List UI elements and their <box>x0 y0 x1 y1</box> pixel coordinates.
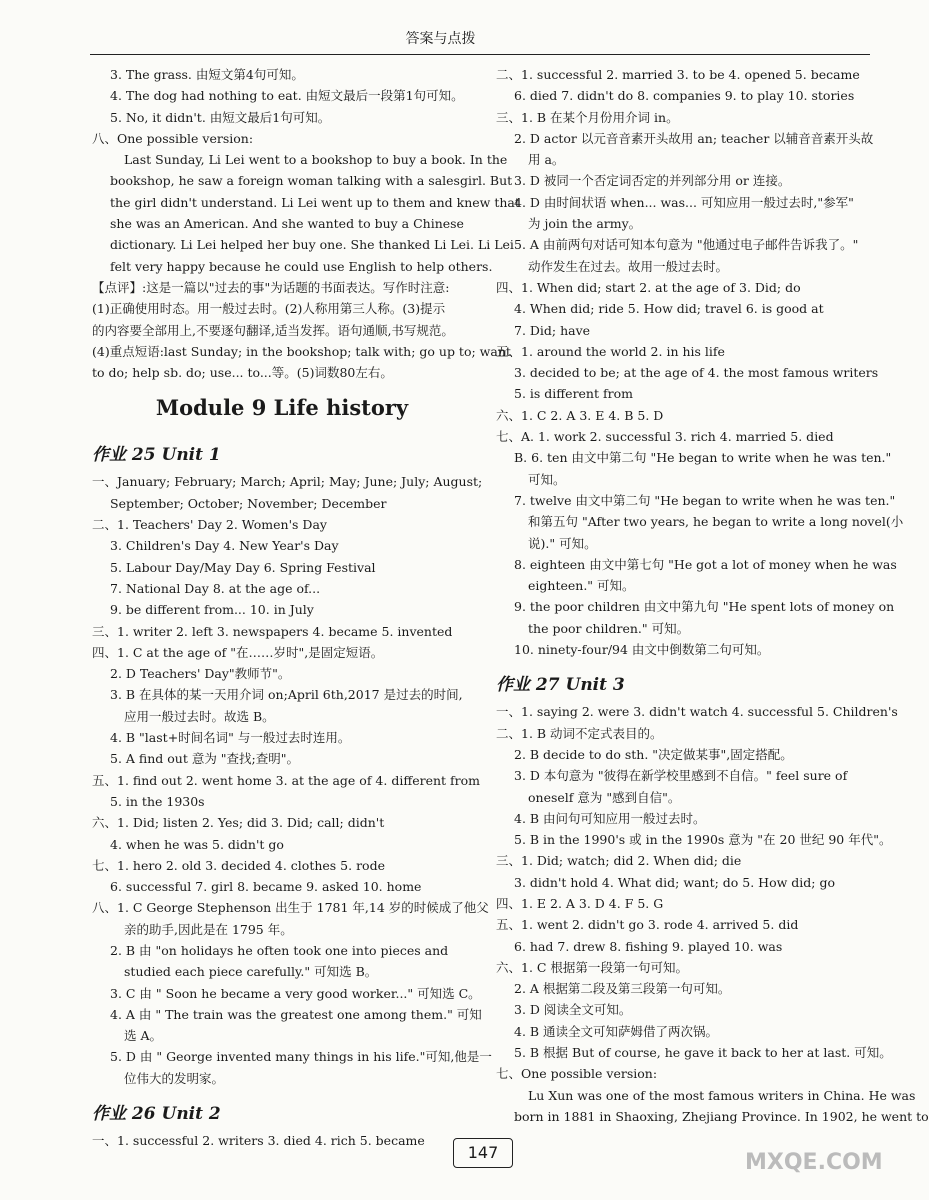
answer-line: 10. ninety-four/94 由文中倒数第二句可知。 <box>514 642 770 658</box>
essay-line: she was an American. And she wanted to buy a Chinese <box>110 216 464 232</box>
answer-line: 2. B decide to do sth. "决定做某事",固定搭配。 <box>514 746 793 762</box>
essay-line: born in 1881 in Shaoxing, Zhejiang Province. In 1902, he went to <box>514 1108 929 1124</box>
answer-line: 二、1. successful 2. married 3. to be 4. opened 5. became <box>496 67 860 82</box>
essay-line: Last Sunday, Li Lei went to a bookshop to buy a book. In the <box>124 152 508 168</box>
answer-line: September; October; November; December <box>110 495 387 511</box>
answer-line: 5. Labour Day/May Day 6. Spring Festival <box>110 559 376 575</box>
answer-line: 五、1. went 2. didn't go 3. rode 4. arrived 5. did <box>496 917 799 933</box>
answer-line: 七、1. hero 2. old 3. decided 4. clothes 5. rode <box>92 857 385 873</box>
comment-line: (1)正确使用时态。用一般过去时。(2)人称用第三人称。(3)提示 <box>92 301 446 317</box>
answer-line: 亲的助手,因此是在 1795 年。 <box>124 921 293 937</box>
answer-line: eighteen." 可知。 <box>528 578 635 594</box>
answer-line: 四、1. C at the age of "在……岁时",是固定短语。 <box>92 644 384 660</box>
answer-line: 动作发生在过去。故用一般过去时。 <box>528 258 729 274</box>
answer-line: 一、1. successful 2. writers 3. died 4. rich 5. became <box>92 1133 425 1149</box>
comment-line: (4)重点短语:last Sunday; in the bookshop; talk with; go up to; want <box>92 343 511 359</box>
answer-line: 3. D 本句意为 "彼得在新学校里感到不自信。" feel sure of <box>514 768 848 784</box>
answer-line: 八、One possible version: <box>92 130 254 146</box>
answer-line: 四、1. When did; start 2. at the age of 3. Did; do <box>496 279 801 295</box>
answer-line: 2. B 由 "on holidays he often took one into pieces and <box>110 942 449 958</box>
answer-line: 八、1. C George Stephenson 出生于 1781 年,14 岁的时候成了他父 <box>92 900 489 916</box>
answer-line: 三、1. writer 2. left 3. newspapers 4. became 5. invented <box>92 623 453 639</box>
answer-line: 5. A 由前两句对话可知本句意为 "他通过电子邮件告诉我了。" <box>514 237 859 253</box>
answer-line: 和第五句 "After two years, he began to write a long novel(小 <box>528 514 904 530</box>
essay-line: Lu Xun was one of the most famous writers in China. He was <box>528 1087 916 1103</box>
answer-line: 七、One possible version: <box>496 1066 658 1082</box>
answer-line: 说)." 可知。 <box>528 535 597 551</box>
answer-line: 2. D Teachers' Day"教师节"。 <box>110 666 291 682</box>
answer-line: 一、1. saying 2. were 3. didn't watch 4. successful 5. Children's <box>496 704 898 720</box>
answer-line: 5. B in the 1990's 或 in the 1990s 意为 "在 20 世纪 90 年代"。 <box>514 832 892 848</box>
header-rule <box>90 54 870 55</box>
answer-line: 位伟大的发明家。 <box>124 1070 225 1086</box>
answer-line: 可知。 <box>528 471 566 487</box>
answer-line: the poor children." 可知。 <box>528 620 690 636</box>
answer-line: 应用一般过去时。故选 B。 <box>124 708 275 724</box>
answer-line: 3. D 被同一个否定词否定的并列部分用 or 连接。 <box>514 173 791 189</box>
right-column <box>496 64 929 1127</box>
homework-heading: 作业 25 Unit 1 <box>92 445 221 466</box>
answer-line: 5. is different from <box>514 386 633 402</box>
watermark: MXQE.COM <box>745 1150 883 1175</box>
answer-line: 六、1. C 根据第一段第一句可知。 <box>496 959 688 975</box>
page-number: 147 <box>453 1138 513 1168</box>
answer-line: 5. No, it didn't. 由短文最后1句可知。 <box>110 109 331 125</box>
answer-line: 5. A find out 意为 "查找;查明"。 <box>110 751 300 767</box>
answer-line: 2. A 根据第二段及第三段第一句可知。 <box>514 981 731 997</box>
answer-line: 五、1. around the world 2. in his life <box>496 343 725 359</box>
answer-line: 6. died 7. didn't do 8. companies 9. to play 10. stories <box>514 88 855 104</box>
answer-line: 3. C 由 " Soon he became a very good worker..." 可知选 C。 <box>110 985 481 1001</box>
answer-line: 4. The dog had nothing to eat. 由短文最后一段第1句可知。 <box>110 88 464 104</box>
answer-line: 2. D actor 以元音音素开头故用 an; teacher 以辅音音素开头故 <box>514 130 874 146</box>
answer-line: studied each piece carefully." 可知选 B。 <box>124 964 378 980</box>
answer-line: 为 join the army。 <box>528 216 642 232</box>
answer-line: 一、January; February; March; April; May; June; July; August; <box>92 474 483 490</box>
answer-line: 六、1. Did; listen 2. Yes; did 3. Did; call; didn't <box>92 815 385 831</box>
homework-heading: 作业 27 Unit 3 <box>496 675 625 696</box>
answer-line: 6. had 7. drew 8. fishing 9. played 10. was <box>514 938 783 954</box>
answer-line: 5. in the 1930s <box>110 793 205 809</box>
answer-line: oneself 意为 "感到自信"。 <box>528 789 681 805</box>
answer-line: 4. A 由 " The train was the greatest one among them." 可知 <box>110 1006 482 1022</box>
left-column <box>92 64 520 1151</box>
answer-line: 三、1. Did; watch; did 2. When did; die <box>496 853 742 869</box>
answer-line: 六、1. C 2. A 3. E 4. B 5. D <box>496 407 664 423</box>
answer-line: 4. D 由时间状语 when... was... 可知应用一般过去时,"参军" <box>514 194 854 210</box>
answer-line: 二、1. B 动词不定式表目的。 <box>496 725 663 741</box>
essay-line: felt very happy because he could use English to help others. <box>110 258 493 274</box>
answer-line: 4. when he was 5. didn't go <box>110 836 284 852</box>
answer-line: B. 6. ten 由文中第二句 "He began to write when he was ten." <box>514 450 892 466</box>
answer-line: 7. twelve 由文中第二句 "He began to write when he was ten." <box>514 492 896 508</box>
answer-line: 5. D 由 " George invented many things in his life."可知,他是一 <box>110 1049 492 1065</box>
answer-line: 3. D 阅读全文可知。 <box>514 1002 632 1018</box>
answer-line: 4. B "last+时间名词" 与一般过去时连用。 <box>110 730 351 746</box>
answer-line: 用 a。 <box>528 152 565 168</box>
comment-line: 【点评】:这是一篇以"过去的事"为话题的书面表达。写作时注意: <box>92 279 450 295</box>
answer-line: 3. decided to be; at the age of 4. the most famous writers <box>514 365 879 381</box>
answer-line: 6. successful 7. girl 8. became 9. asked 10. home <box>110 879 422 895</box>
answer-line: 3. The grass. 由短文第4句可知。 <box>110 67 304 82</box>
module-title: Module 9 Life history <box>155 395 409 421</box>
answer-line: 4. B 通读全文可知萨姆借了两次锅。 <box>514 1023 719 1039</box>
answer-line: 7. Did; have <box>514 322 591 338</box>
answer-line: 4. When did; ride 5. How did; travel 6. is good at <box>514 301 824 317</box>
homework-heading: 作业 26 Unit 2 <box>92 1104 221 1125</box>
answer-line: 七、A. 1. work 2. successful 3. rich 4. married 5. died <box>496 429 834 445</box>
answer-line: 五、1. find out 2. went home 3. at the age of 4. different from <box>92 772 481 788</box>
comment-line: to do; help sb. do; use... to...等。(5)词数80左右。 <box>92 365 393 381</box>
answer-line: 4. B 由问句可知应用一般过去时。 <box>514 810 706 826</box>
answer-line: 9. be different from... 10. in July <box>110 602 314 618</box>
answer-line: 三、1. B 在某个月份用介词 in。 <box>496 109 679 125</box>
answer-line: 四、1. E 2. A 3. D 4. F 5. G <box>496 895 664 911</box>
answer-line: 二、1. Teachers' Day 2. Women's Day <box>92 517 327 533</box>
answer-line: 9. the poor children 由文中第九句 "He spent lots of money on <box>514 599 895 615</box>
answer-line: 8. eighteen 由文中第七句 "He got a lot of money when he was <box>514 556 897 572</box>
running-header: 答案与点拨 <box>405 31 476 47</box>
comment-line: 的内容要全部用上,不要逐句翻译,适当发挥。语句通顺,书写规范。 <box>92 322 454 338</box>
answer-line: 选 A。 <box>124 1028 163 1044</box>
answer-line: 7. National Day 8. at the age of... <box>110 580 321 596</box>
essay-line: dictionary. Li Lei helped her buy one. She thanked Li Lei. Li Lei <box>110 237 514 253</box>
answer-line: 3. B 在具体的某一天用介词 on;April 6th,2017 是过去的时间, <box>110 687 463 703</box>
answer-line: 3. Children's Day 4. New Year's Day <box>110 538 339 554</box>
answer-line: 5. B 根据 But of course, he gave it back to her at last. 可知。 <box>514 1045 892 1061</box>
answer-line: 3. didn't hold 4. What did; want; do 5. How did; go <box>514 874 835 890</box>
essay-line: the girl didn't understand. Li Lei went up to them and knew that <box>110 194 520 210</box>
essay-line: bookshop, he saw a foreign woman talking with a salesgirl. But <box>110 173 513 189</box>
